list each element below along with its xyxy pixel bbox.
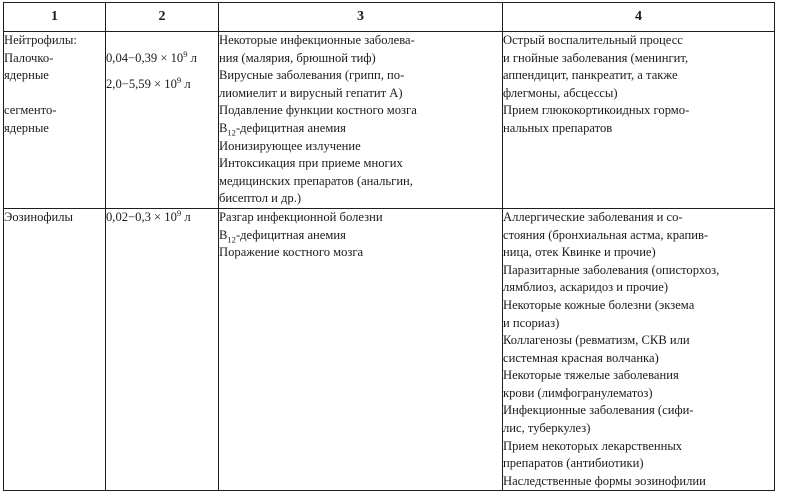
value-low: 2,0 — [106, 77, 122, 92]
value-exponent: 9 — [176, 75, 182, 85]
cause-line: медицинских препаратов (анальгин, — [219, 173, 413, 188]
cause-line: и гнойные заболевания (менингит, — [503, 50, 689, 65]
column-header-2: 2 — [106, 3, 219, 32]
cell-neutrophils-decrease-causes — [219, 32, 503, 209]
cause-line: Вирусные заболевания (грипп, по- — [219, 68, 405, 83]
cause-line: Паразитарные заболевания (описторхоз, — [503, 262, 720, 277]
cause-line: Интоксикация при приеме многих — [219, 156, 403, 171]
neutrophils-band-label-1: Палочко- — [4, 50, 54, 65]
column-header-3: 3 — [219, 3, 503, 32]
spacer — [106, 67, 218, 76]
column-header-4: 4 — [503, 3, 775, 32]
cause-line: Некоторые кожные болезни (экзема — [503, 297, 695, 312]
value-high: 0,3 × 10 — [135, 209, 177, 224]
value-exponent: 9 — [183, 48, 188, 59]
cause-line: бисептол и др.) — [219, 191, 302, 206]
cell-neutrophils-name — [4, 32, 106, 209]
cause-line: Некоторые инфекционные заболева- — [219, 33, 415, 47]
cause-line: Коллагенозы (ревматизм, СКВ или — [503, 333, 690, 348]
cell-eosinophils-reference-range — [106, 208, 219, 491]
table-header-row — [4, 3, 775, 32]
table-row — [4, 208, 775, 491]
cause-line: Острый воспалительный процесс — [503, 33, 683, 47]
value-unit: л — [187, 50, 197, 65]
cause-line: и псориаз) — [503, 315, 560, 330]
cause-line-b12-anemia — [219, 227, 502, 245]
value-exponent: 9 — [176, 207, 182, 218]
cause-line: Подавление функции костного мозга — [219, 103, 417, 118]
cause-line: Ионизирующее излучение — [219, 138, 361, 153]
cause-line: Некоторые тяжелые заболевания — [503, 368, 679, 383]
cause-line: нальных препаратов — [503, 120, 613, 135]
cause-line: системная красная волчанка) — [503, 350, 659, 365]
b12-letter: В — [219, 227, 228, 242]
cause-line: стояния (бронхиальная астма, крапив- — [503, 227, 709, 242]
cause-line: Разгар инфекционной болезни — [219, 209, 383, 224]
cause-line: Поражение костного мозга — [219, 245, 364, 260]
blank-line — [106, 32, 218, 50]
value-high: 5,59 × 10 — [128, 77, 177, 92]
b12-letter: В — [219, 120, 228, 135]
cell-eosinophils-increase-causes — [503, 208, 775, 491]
cause-line: Прием глюкокортикоидных гормо- — [503, 103, 690, 118]
neutrophils-band-label-2: ядерные — [4, 68, 49, 83]
neutrophils-segmented-value — [106, 76, 218, 94]
cause-line: лиомиелит и вирусный гепатит А) — [219, 85, 403, 100]
cell-neutrophils-reference-range — [106, 32, 219, 209]
cause-line: Инфекционные заболевания (сифи- — [503, 403, 694, 418]
value-unit: л — [181, 209, 191, 224]
value-high: 0,39 × 10 — [135, 50, 184, 65]
blank-line — [4, 85, 105, 103]
cell-eosinophils-decrease-causes — [219, 208, 503, 491]
cause-line: крови (лимфогранулематоз) — [503, 385, 653, 400]
cell-eosinophils-name — [4, 208, 106, 491]
value-unit: л — [181, 77, 191, 92]
b12-text: -дефицитная анемия — [235, 120, 346, 135]
b12-subscript: 12 — [227, 127, 236, 138]
cause-line: ница, отек Квинке и прочие) — [503, 245, 656, 260]
blood-indices-table — [3, 2, 775, 491]
table-row — [4, 32, 775, 209]
b12-subscript: 12 — [227, 234, 236, 245]
cause-line: аппендицит, панкреатит, а также — [503, 68, 678, 83]
value-low: 0,02 — [106, 209, 129, 224]
eosinophils-value — [106, 209, 218, 227]
cell-neutrophils-increase-causes — [503, 32, 775, 209]
value-dash: − — [128, 209, 136, 224]
cause-line: флегмоны, абсцессы) — [503, 85, 618, 100]
value-dash: − — [121, 77, 129, 92]
b12-text: -дефицитная анемия — [235, 227, 346, 242]
cause-line: Аллергические заболевания и со- — [503, 209, 683, 224]
column-header-1: 1 — [4, 3, 106, 32]
cause-line: Прием некоторых лекарственных — [503, 438, 683, 453]
cause-line-b12-anemia — [219, 120, 502, 138]
neutrophils-segmented-label-2: ядерные — [4, 120, 49, 135]
cause-line: Наследственные формы эозинофилии — [503, 473, 706, 488]
cause-line: лямблиоз, аскаридоз и прочие) — [503, 280, 669, 295]
neutrophils-title: Нейтрофилы: — [4, 33, 77, 47]
neutrophils-band-value — [106, 50, 218, 68]
cause-line: препаратов (антибиотики) — [503, 456, 644, 471]
eosinophils-title: Эозинофилы — [4, 209, 74, 224]
value-dash: − — [128, 50, 136, 65]
cause-line: лис, туберкулез) — [503, 421, 591, 436]
value-low: 0,04 — [106, 50, 129, 65]
neutrophils-segmented-label-1: сегменто- — [4, 103, 57, 118]
cause-line: ния (малярия, брюшной тиф) — [219, 50, 376, 65]
